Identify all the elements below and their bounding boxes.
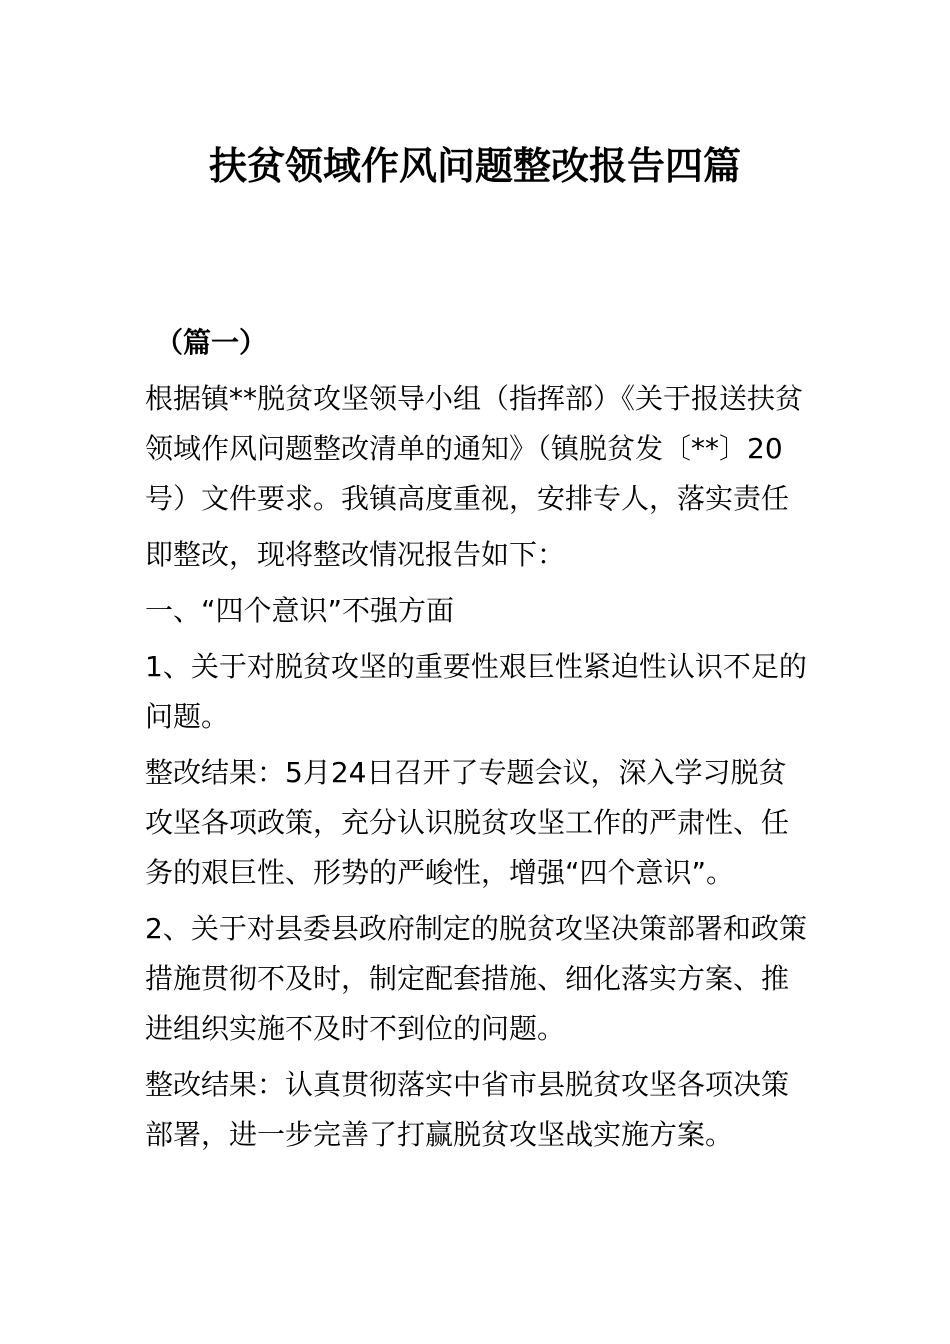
document-title: 扶贫领域作风问题整改报告四篇 bbox=[208, 144, 741, 188]
section-label: （篇一） bbox=[155, 326, 268, 359]
intro-paragraph: 根据镇**脱贫攻坚领导小组（指挥部）《关于报送扶贫领域作风问题整改清单的通知》（镇脱贫发〔**〕20号）文件要求。我镇高度重视，安排专人，落实责任 bbox=[145, 382, 804, 515]
result-two: 整改结果：认真贯彻落实中省市县脱贫攻坚各项决策部署，进一步完善了打赢脱贫攻坚战实施方案。 bbox=[145, 1068, 790, 1151]
issue-two: 2、关于对县委县政府制定的脱贫攻坚决策部署和政策措施贯彻不及时，制定配套措施、细化落实方案、推进组织实施不及时不到位的问题。 bbox=[145, 912, 807, 1045]
result-one: 整改结果：5月24日召开了专题会议，深入学习脱贫攻坚各项政策，充分认识脱贫攻坚工作的严肃性、任务的艰巨性、形势的严峻性，增强“四个意识”。 bbox=[145, 756, 790, 889]
heading-one: 一、“四个意识”不强方面 bbox=[145, 594, 455, 627]
issue-one: 1、关于对脱贫攻坚的重要性艰巨性紧迫性认识不足的问题。 bbox=[145, 650, 807, 733]
document-body bbox=[145, 318, 810, 1166]
intro-continuation: 即整改，现将整改情况报告如下： bbox=[145, 538, 566, 571]
